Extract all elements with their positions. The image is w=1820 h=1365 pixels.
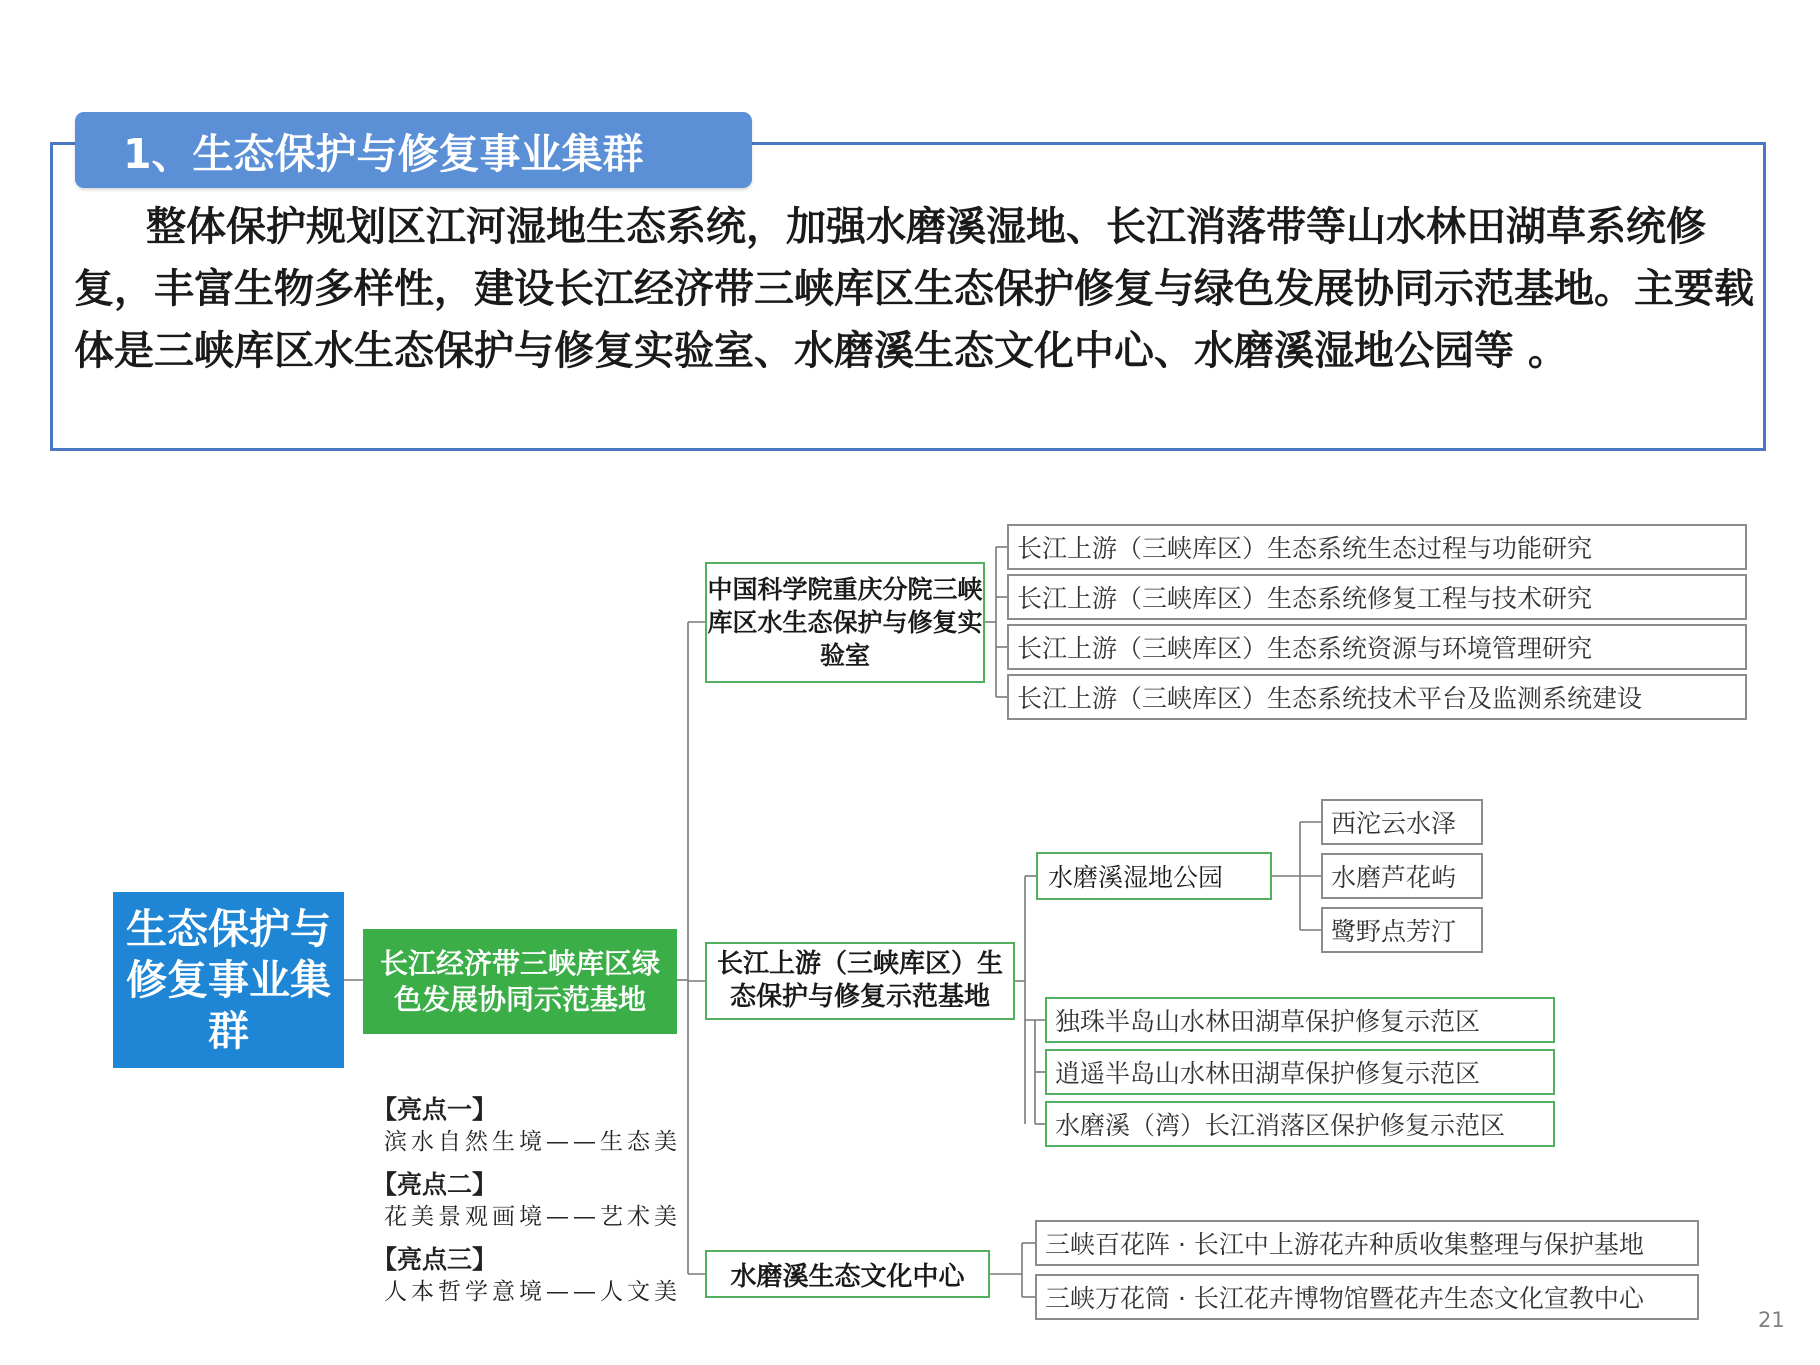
intro-paragraph: 整体保护规划区江河湿地生态系统，加强水磨溪湿地、长江消落带等山水林田湖草系统修复，丰富生物多样性，建设长江经济带三峡库区生态保护修复与绿色发展协同示范基地。主要载体是三峡库区水生态保护与修复实验室、水磨溪生态文化中心、水磨溪湿地公园等 。 <box>74 204 1754 374</box>
demo-zone-item: 水磨溪（湾）长江消落区保护修复示范区 <box>1045 1101 1555 1147</box>
branch-culture-center-node: 水磨溪生态文化中心 <box>705 1250 990 1298</box>
demo-zone-item: 独珠半岛山水林田湖草保护修复示范区 <box>1045 997 1555 1043</box>
culture-item: 三峡万花筒 · 长江花卉博物馆暨花卉生态文化宣教中心 <box>1035 1274 1699 1320</box>
culture-item: 三峡百花阵 · 长江中上游花卉种质收集整理与保护基地 <box>1035 1220 1699 1266</box>
wetland-item: 水磨芦花屿 <box>1321 853 1483 899</box>
wetland-park-node: 水磨溪湿地公园 <box>1036 852 1272 900</box>
highlight-desc: 人本哲学意境——人文美 <box>384 1279 681 1305</box>
branch-lab-node: 中国科学院重庆分院三峡库区水生态保护与修复实验室 <box>705 562 985 683</box>
lab-item: 长江上游（三峡库区）生态系统技术平台及监测系统建设 <box>1007 674 1747 720</box>
highlight-title: 【亮点二】 <box>372 1170 498 1199</box>
highlight-desc: 花美景观画境——艺术美 <box>384 1204 681 1230</box>
wetland-item: 鹭野点芳汀 <box>1321 907 1483 953</box>
lab-item: 长江上游（三峡库区）生态系统生态过程与功能研究 <box>1007 524 1747 570</box>
section-title: 1、生态保护与修复事业集群 <box>75 112 752 188</box>
page-number: 21 <box>1758 1308 1785 1332</box>
highlight-title: 【亮点三】 <box>372 1245 498 1274</box>
lab-item: 长江上游（三峡库区）生态系统资源与环境管理研究 <box>1007 624 1747 670</box>
highlight-title: 【亮点一】 <box>372 1095 498 1124</box>
wetland-item: 西沱云水泽 <box>1321 799 1483 845</box>
highlight-desc: 滨水自然生境——生态美 <box>384 1129 681 1155</box>
hub-node: 长江经济带三峡库区绿色发展协同示范基地 <box>363 929 677 1034</box>
branch-demo-base-node: 长江上游（三峡库区）生态保护与修复示范基地 <box>705 942 1015 1020</box>
lab-item: 长江上游（三峡库区）生态系统修复工程与技术研究 <box>1007 574 1747 620</box>
root-node: 生态保护与修复事业集群 <box>113 892 344 1068</box>
demo-zone-item: 逍遥半岛山水林田湖草保护修复示范区 <box>1045 1049 1555 1095</box>
